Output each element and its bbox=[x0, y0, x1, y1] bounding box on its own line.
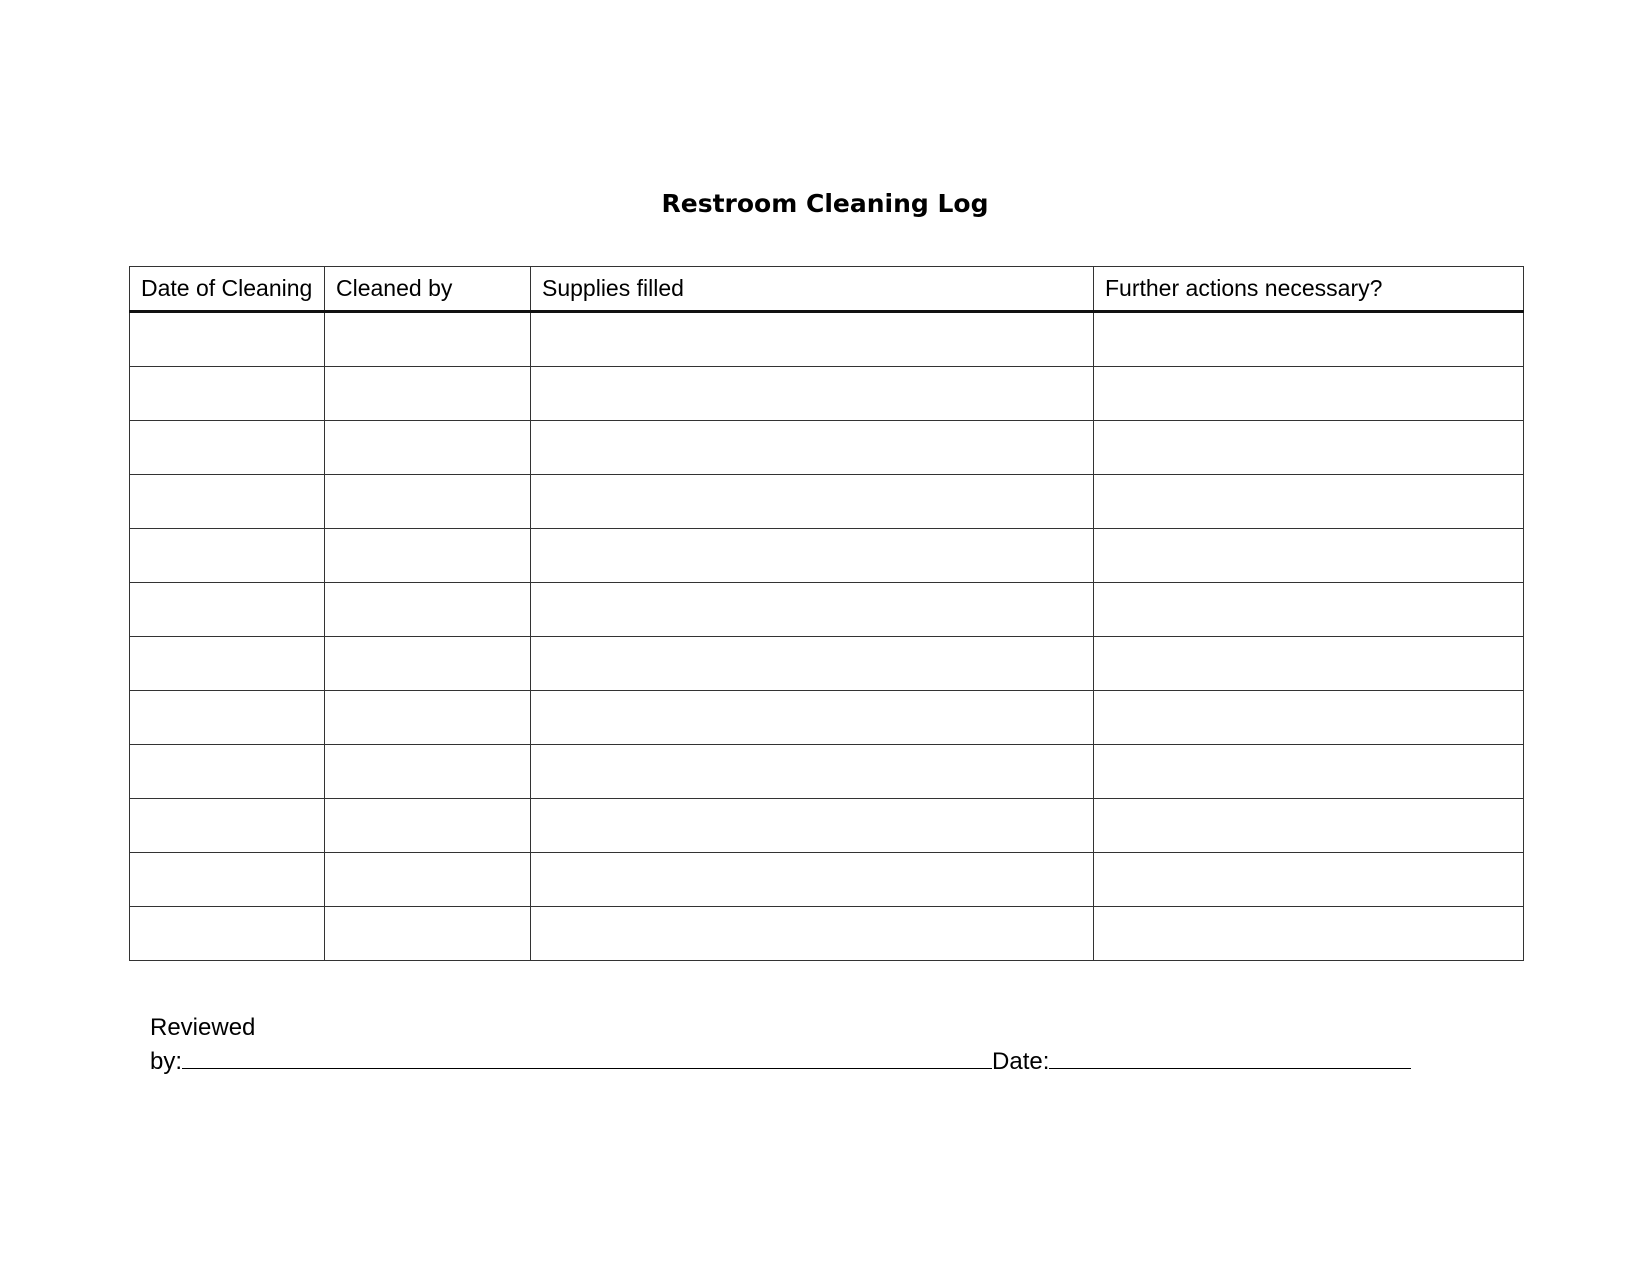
cell-date-of-cleaning[interactable] bbox=[130, 529, 325, 583]
table-row bbox=[130, 853, 1524, 907]
signature-line bbox=[150, 1046, 1411, 1077]
cell-cleaned-by[interactable] bbox=[325, 529, 531, 583]
cell-supplies-filled[interactable] bbox=[531, 691, 1094, 745]
cell-cleaned-by[interactable] bbox=[325, 421, 531, 475]
header-further-actions: Further actions necessary? bbox=[1094, 267, 1524, 312]
page-title: Restroom Cleaning Log bbox=[661, 189, 989, 218]
cleaning-log-table bbox=[129, 266, 1524, 961]
cell-further-actions[interactable] bbox=[1094, 583, 1524, 637]
header-date-of-cleaning: Date of Cleaning bbox=[130, 267, 325, 312]
cell-further-actions[interactable] bbox=[1094, 421, 1524, 475]
cell-further-actions[interactable] bbox=[1094, 691, 1524, 745]
header-supplies-filled: Supplies filled bbox=[531, 267, 1094, 312]
cell-date-of-cleaning[interactable] bbox=[130, 853, 325, 907]
cell-cleaned-by[interactable] bbox=[325, 475, 531, 529]
table-row bbox=[130, 421, 1524, 475]
cell-cleaned-by[interactable] bbox=[325, 853, 531, 907]
cell-supplies-filled[interactable] bbox=[531, 637, 1094, 691]
table-row bbox=[130, 475, 1524, 529]
cell-date-of-cleaning[interactable] bbox=[130, 421, 325, 475]
cell-date-of-cleaning[interactable] bbox=[130, 583, 325, 637]
cell-further-actions[interactable] bbox=[1094, 799, 1524, 853]
table-row bbox=[130, 583, 1524, 637]
cell-further-actions[interactable] bbox=[1094, 529, 1524, 583]
cell-date-of-cleaning[interactable] bbox=[130, 367, 325, 421]
cell-date-of-cleaning[interactable] bbox=[130, 475, 325, 529]
cell-further-actions[interactable] bbox=[1094, 907, 1524, 961]
table-row bbox=[130, 312, 1524, 367]
table-row bbox=[130, 799, 1524, 853]
reviewed-by-blank[interactable] bbox=[182, 1046, 992, 1069]
cell-cleaned-by[interactable] bbox=[325, 312, 531, 367]
cell-cleaned-by[interactable] bbox=[325, 745, 531, 799]
cell-date-of-cleaning[interactable] bbox=[130, 799, 325, 853]
cell-supplies-filled[interactable] bbox=[531, 312, 1094, 367]
cell-further-actions[interactable] bbox=[1094, 637, 1524, 691]
reviewed-by-label: Reviewed bbox=[150, 1014, 256, 1041]
cell-cleaned-by[interactable] bbox=[325, 907, 531, 961]
cell-cleaned-by[interactable] bbox=[325, 367, 531, 421]
cell-cleaned-by[interactable] bbox=[325, 637, 531, 691]
cell-further-actions[interactable] bbox=[1094, 312, 1524, 367]
reviewed-by-label-suffix: by: bbox=[150, 1048, 183, 1075]
cell-supplies-filled[interactable] bbox=[531, 745, 1094, 799]
header-cleaned-by: Cleaned by bbox=[325, 267, 531, 312]
date-label: Date: bbox=[992, 1048, 1050, 1075]
cell-supplies-filled[interactable] bbox=[531, 421, 1094, 475]
cell-further-actions[interactable] bbox=[1094, 475, 1524, 529]
cell-supplies-filled[interactable] bbox=[531, 475, 1094, 529]
cell-date-of-cleaning[interactable] bbox=[130, 637, 325, 691]
table-row bbox=[130, 637, 1524, 691]
cell-cleaned-by[interactable] bbox=[325, 799, 531, 853]
table-row bbox=[130, 367, 1524, 421]
cell-date-of-cleaning[interactable] bbox=[130, 745, 325, 799]
table-row bbox=[130, 745, 1524, 799]
table-body bbox=[130, 312, 1524, 961]
cell-further-actions[interactable] bbox=[1094, 367, 1524, 421]
cell-date-of-cleaning[interactable] bbox=[130, 312, 325, 367]
table-row bbox=[130, 907, 1524, 961]
cell-date-of-cleaning[interactable] bbox=[130, 907, 325, 961]
cell-supplies-filled[interactable] bbox=[531, 583, 1094, 637]
cell-supplies-filled[interactable] bbox=[531, 367, 1094, 421]
cell-cleaned-by[interactable] bbox=[325, 691, 531, 745]
table-header-row bbox=[130, 267, 1524, 312]
cell-further-actions[interactable] bbox=[1094, 745, 1524, 799]
cell-date-of-cleaning[interactable] bbox=[130, 691, 325, 745]
cell-supplies-filled[interactable] bbox=[531, 853, 1094, 907]
cell-further-actions[interactable] bbox=[1094, 853, 1524, 907]
cell-supplies-filled[interactable] bbox=[531, 529, 1094, 583]
cell-supplies-filled[interactable] bbox=[531, 799, 1094, 853]
cell-supplies-filled[interactable] bbox=[531, 907, 1094, 961]
cell-cleaned-by[interactable] bbox=[325, 583, 531, 637]
date-blank[interactable] bbox=[1049, 1046, 1411, 1069]
table-row bbox=[130, 529, 1524, 583]
table-row bbox=[130, 691, 1524, 745]
